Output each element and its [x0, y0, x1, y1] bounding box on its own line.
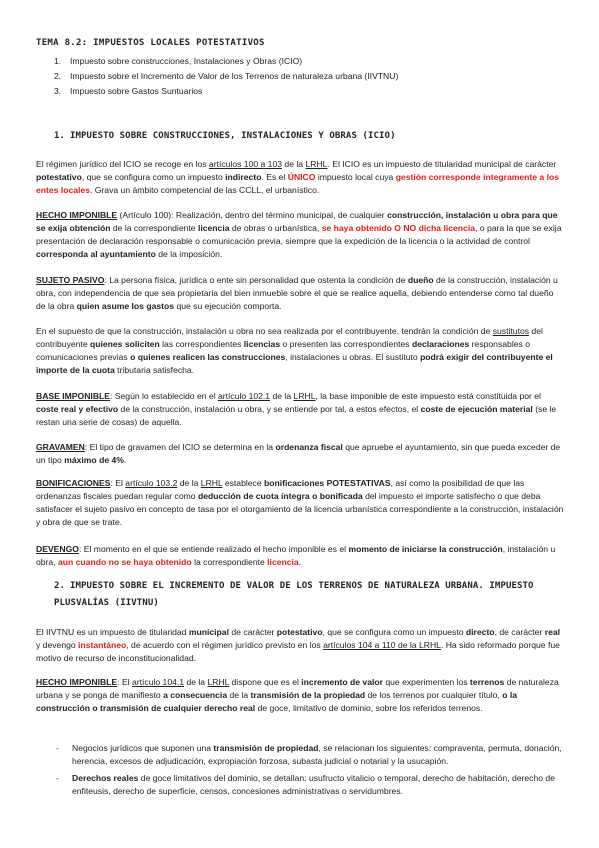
- toc-item: 3. Impuesto sobre Gastos Suntuarios: [54, 86, 203, 96]
- paragraph-iivtnu-intro: El IIVTNU es un impuesto de titularidad municipal de carácter potestativo, que se configura como un impuesto directo, de carácter real y devengo instantáneo, de acuerdo con el régimen jurídico previsto en los artículos 104 a 110 de la LRHL. Ha sido reformado porque fue motivo de recurso de inconstitucionalidad.: [36, 627, 561, 663]
- transmission-list: [56, 742, 562, 802]
- toc-item-label: Impuesto sobre construcciones, Instalaciones y Obras (ICIO): [70, 56, 303, 66]
- toc-item: 1. Impuesto sobre construcciones, Instalaciones y Obras (ICIO): [54, 56, 303, 66]
- table-of-contents: [54, 55, 398, 100]
- section-heading-iivtnu: 2. IMPUESTO SOBRE EL INCREMENTO DE VALOR DE LOS TERRENOS DE NATURALEZA URBANA. IMPUESTO PLUSVALÍAS (IIVTNU): [54, 581, 534, 608]
- list-item: - Derechos reales de goce limitativos del dominio, se detallan: usufructo vitalicio o temporal, derecho de habitación, derecho de enfiteusis, derecho de superficie, censos, concesiones administrativas o servidumbres.: [56, 772, 562, 798]
- paragraph-icio-bonificaciones: BONIFICACIONES: El artículo 103.2 de la LRHL establece bonificaciones POTESTATIVAS, así como la posibilidad de que las ordenanzas fiscales puedan regular como deducción de cuota íntegra o bonificada del impuesto el importe satisfecho o que deba satisfacer el sujeto pasivo en concepto de tasa por el otorgamiento de la licencia urbanística correspondiente a la construcción, instalación y obra de que se trate.: [36, 478, 564, 527]
- list-item: - Negocios jurídicos que suponen una transmisión de propiedad, se relacionan los siguientes: compraventa, permuta, donación, herencia, excesos de adjudicación, expropiación forzosa, subasta judicial o notarial y la usucapión.: [56, 742, 562, 768]
- toc-item-label: Impuesto sobre Gastos Suntuarios: [70, 86, 203, 96]
- paragraph-icio-hecho-imponible: HECHO IMPONIBLE (Artículo 100): Realización, dentro del término municipal, de cualquier construcción, instalación u obra para que se exija obtención de la correspondiente licencia de obras o urbanística, se haya obtenido O NO dicha licencia, o para la que se exija presentación de declaración responsable o comunicación previa, siempre que la expedición de la licencia o la actividad de control corresponda al ayuntamiento de la imposición.: [36, 210, 562, 259]
- paragraph-icio-base-imponible: BASE IMPONIBLE: Según lo establecido en el artículo 102.1 de la LRHL, la base imponible de este impuesto está constituida por el coste real y efectivo de la construcción, instalación u obra, y se entiende por tal, a estos efectos, el coste de ejecución material (se le restan una serie de cosas) de aquella.: [36, 391, 557, 427]
- section-heading-icio: 1. IMPUESTO SOBRE CONSTRUCCIONES, INSTALACIONES Y OBRAS (ICIO): [54, 131, 396, 141]
- paragraph-icio-gravamen: GRAVAMEN: El tipo de gravamen del ICIO se determina en la ordenanza fiscal que apruebe el ayuntamiento, sin que pueda exceder de un tipo máximo de 4%.: [36, 442, 561, 465]
- document-title: TEMA 8.2: IMPUESTOS LOCALES POTESTATIVOS: [36, 38, 265, 48]
- paragraph-icio-intro: El régimen jurídico del ICIO se recoge en los artículos 100 a 103 de la LRHL. El ICIO es un impuesto de titularidad municipal de carácter potestativo, que se configura como un impuesto indirecto. Es el ÚNICO impuesto local cuya gestión corresponde íntegramente a los entes locales. Grava un ámbito competencial de las CCLL, el urbanístico.: [36, 159, 560, 195]
- paragraph-iivtnu-hecho-imponible: HECHO IMPONIBLE: El artículo 104.1 de la LRHL dispone que es el incremento de valor que experimenten los terrenos de naturaleza urbana y se ponga de manifiesto a consecuencia de la transmisión de la propiedad de los terrenos por cualquier título, o la construcción o transmisión de cualquier derecho real de goce, limitativo de dominio, sobre los referidos terrenos.: [36, 677, 559, 713]
- paragraph-icio-sustitutos: En el supuesto de que la construcción, instalación u obra no sea realizada por el contribuyente, tendrán la condición de sustitutos del contribuyente quienes soliciten las correspondientes licencias o presenten las correspondientes declaraciones responsables o comunicaciones previas o quienes realicen las construcciones, instalaciones u obras. El sustituto podrá exigir del contribuyente el importe de la cuota tributaria satisfecha.: [36, 326, 553, 375]
- toc-item-label: Impuesto sobre el Incremento de Valor de los Terrenos de naturaleza urbana (IIVTNU): [70, 71, 399, 81]
- toc-item: 2. Impuesto sobre el Incremento de Valor de los Terrenos de naturaleza urbana (IIVTNU): [54, 71, 399, 81]
- paragraph-icio-sujeto-pasivo: SUJETO PASIVO: La persona física, jurídica o ente sin personalidad que ostenta la condición de dueño de la construcción, instalación u obra, con independencia de que sea propietaria del bien inmueble sobre el que se realice aquella, debiendo entenderse como tal dueño de la obra quien asume los gastos que su ejecución comporta.: [36, 275, 558, 311]
- paragraph-icio-devengo: DEVENGO: El momento en el que se entiende realizado el hecho imponible es el momento de iniciarse la construcción, instalación u obra, aun cuando no se haya obtenido la correspondiente licencia.: [36, 544, 556, 567]
